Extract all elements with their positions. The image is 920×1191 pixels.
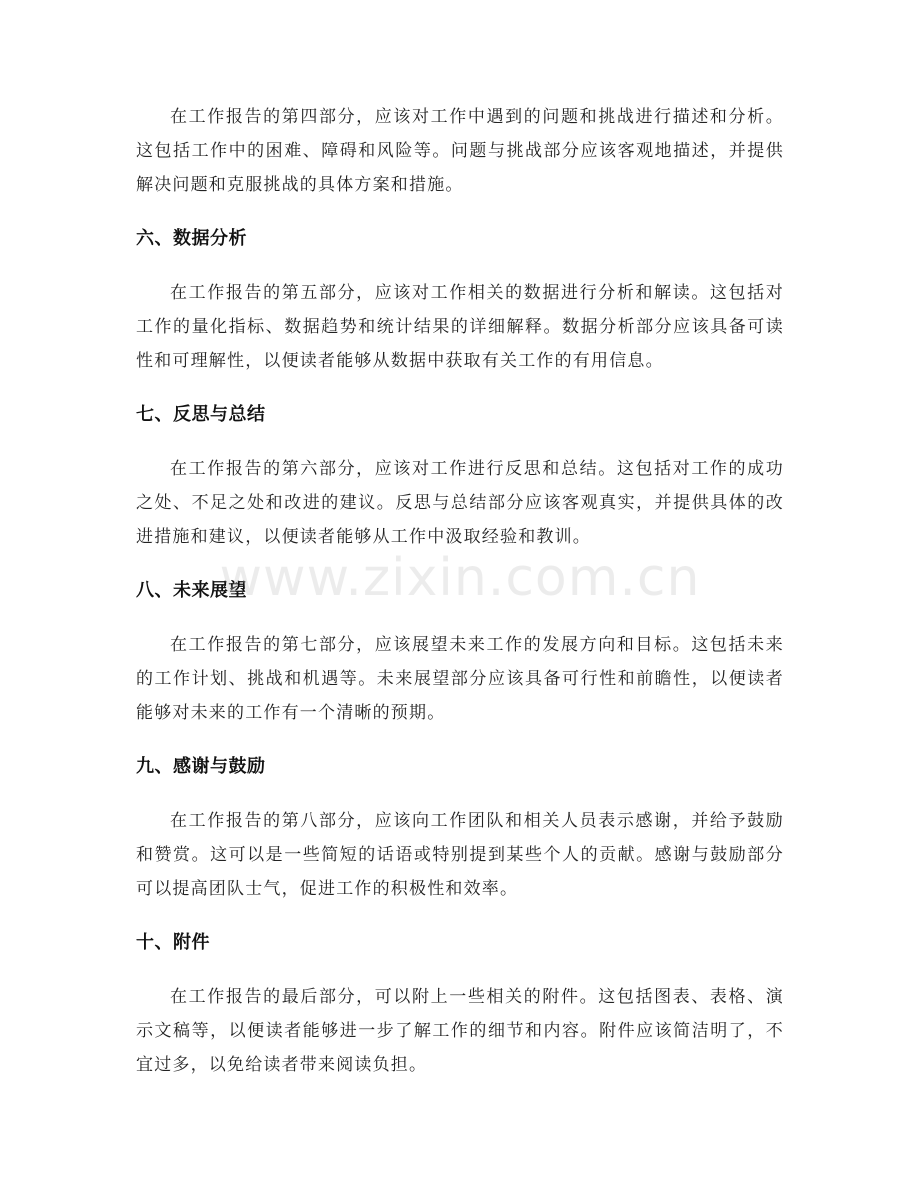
- section-paragraph-attachments: 在工作报告的最后部分，可以附上一些相关的附件。这包括图表、表格、演示文稿等，以便读者能够进一步了解工作的细节和内容。附件应该简洁明了，不宜过多，以免给读者带来阅读负担。: [136, 987, 784, 1075]
- section-heading-attachments: 十、附件: [136, 932, 210, 953]
- section-paragraph-outlook: 在工作报告的第七部分，应该展望未来工作的发展方向和目标。这包括未来的工作计划、挑战和机遇等。未来展望部分应该具备可行性和前瞻性，以便读者能够对未来的工作有一个清晰的预期。: [136, 635, 784, 723]
- watermark: www.zixin.com.cn: [219, 548, 701, 608]
- section-paragraph-thanks: 在工作报告的第八部分，应该向工作团队和相关人员表示感谢，并给予鼓励和赞赏。这可以是一些简短的话语或特别提到某些个人的贡献。感谢与鼓励部分可以提高团队士气，促进工作的积极性和效率。: [136, 811, 784, 899]
- section-heading-reflection: 七、反思与总结: [136, 404, 266, 425]
- section-heading-outlook: 八、未来展望: [136, 580, 247, 601]
- section-paragraph-data-analysis: 在工作报告的第五部分，应该对工作相关的数据进行分析和解读。这包括对工作的量化指标、数据趋势和统计结果的详细解释。数据分析部分应该具备可读性和可理解性，以便读者能够从数据中获取有关工作的有用信息。: [136, 283, 784, 371]
- section-heading-data-analysis: 六、数据分析: [136, 228, 247, 249]
- section-paragraph-reflection: 在工作报告的第六部分，应该对工作进行反思和总结。这包括对工作的成功之处、不足之处和改进的建议。反思与总结部分应该客观真实，并提供具体的改进措施和建议，以便读者能够从工作中汲取经验和教训。: [136, 459, 784, 547]
- document-page: [136, 100, 784, 1082]
- section-heading-thanks: 九、感谢与鼓励: [136, 756, 266, 777]
- intro-paragraph: 在工作报告的第四部分，应该对工作中遇到的问题和挑战进行描述和分析。这包括工作中的困难、障碍和风险等。问题与挑战部分应该客观地描述，并提供解决问题和克服挑战的具体方案和措施。: [136, 107, 784, 195]
